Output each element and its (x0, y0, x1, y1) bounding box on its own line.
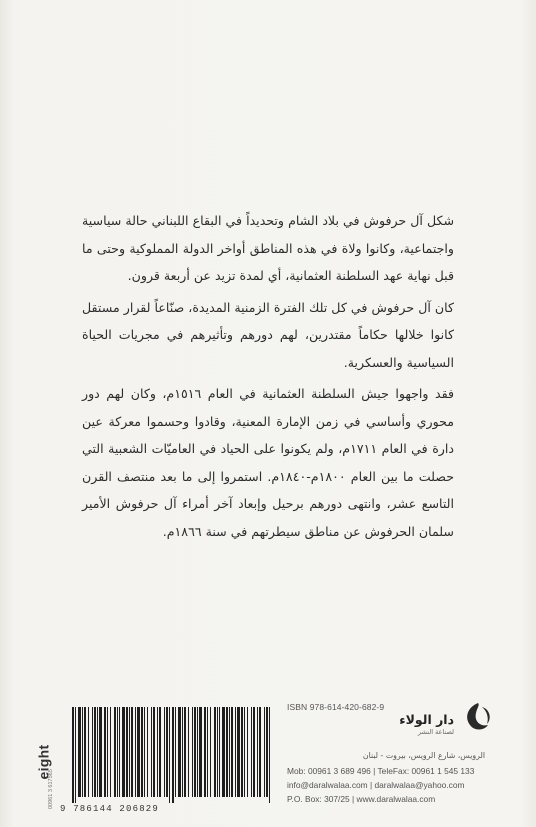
blurb-paragraph-1: شكل آل حرفوش في بلاد الشام وتحديداً في البقاع اللبناني حالة سياسية واجتماعية، وكانوا ولاة في هذه المناطق أواخر الدولة المملوكية وحتى ما قبل نهاية عهد السلطنة العثمانية، أي لمدة تزيد عن أربعة قرون. (82, 213, 454, 283)
barcode-bar (164, 707, 165, 797)
publisher-email: info@daralwalaa.com | daralwalaa@yahoo.com (287, 780, 465, 790)
imprint-mark-text: eight (35, 744, 52, 780)
barcode-bar (82, 707, 83, 797)
publisher-subtitle: لصناعة النشر (417, 728, 454, 736)
barcode-bar (266, 707, 268, 797)
barcode-bar (117, 707, 118, 797)
barcode-bar (159, 707, 161, 797)
barcode-bar (194, 707, 196, 797)
barcode-bar (107, 707, 108, 797)
barcode-bar (114, 707, 116, 797)
barcode-bar (135, 707, 136, 797)
barcode-bar (226, 707, 228, 797)
barcode-bar (251, 707, 252, 797)
barcode-bar (217, 707, 218, 797)
barcode-bar (222, 707, 225, 797)
barcode-bar (257, 707, 258, 797)
blurb-text (82, 207, 454, 549)
publisher-web: P.O. Box: 307/25 | www.daralwalaa.com (287, 794, 436, 804)
barcode-bar (235, 707, 236, 797)
barcode-bar (237, 707, 240, 797)
barcode-bar (199, 707, 202, 797)
isbn-label: ISBN 978-614-420-682-9 (287, 702, 385, 712)
publisher-phone: Mob: 00961 3 689 496 | TeleFax: 00961 1 545 133 (287, 766, 475, 776)
barcode-bars (60, 707, 282, 803)
barcode-bar (153, 707, 155, 797)
barcode-bar (99, 707, 102, 797)
barcode-bar (131, 707, 133, 797)
barcode-bar (126, 707, 128, 797)
barcode-bar (244, 707, 245, 797)
barcode-bar (214, 707, 216, 797)
barcode-bar (78, 707, 81, 797)
barcode-bar (72, 707, 74, 803)
barcode-bar (144, 707, 145, 797)
barcode-bar (110, 707, 111, 797)
barcode-bar (97, 707, 98, 797)
barcode-bar (104, 707, 106, 797)
barcode-bar (231, 707, 233, 797)
barcode-bar (151, 707, 152, 797)
barcode-bar (119, 707, 120, 797)
barcode-bar (88, 707, 89, 797)
barcode-bar (182, 707, 183, 797)
barcode-bar (84, 707, 86, 797)
barcode-bar (137, 707, 140, 797)
barcode-bar (229, 707, 230, 797)
barcode-bar (188, 707, 189, 797)
barcode-bar (157, 707, 158, 797)
barcode-bar (75, 707, 76, 803)
barcode-bar (122, 707, 125, 797)
barcode-bar (129, 707, 130, 797)
publisher-address: الرويس، شارع الرويس، بيروت - لبنان (362, 751, 485, 760)
vertical-code (46, 741, 56, 811)
barcode-bar (169, 707, 170, 803)
barcode-bar (253, 707, 255, 797)
barcode-bar (178, 707, 181, 797)
barcode-bar (264, 707, 265, 797)
blurb-paragraph-3: فقد واجهوا جيش السلطنة العثمانية في العام ١٥١٦م، وكان لهم دور محوري وأساسي في زمن الإمارة المعنية، وقادوا وحسموا معركة عين دارة في العام ١٧١١م، ولم يكونوا على الحياد في العاميّات الشعبية التي حصلت ما بين العام ١٨٠٠م-١٨٤٠م. استمروا إلى ما بعد منتصف القرن التاسع عشر، وانتهى دورهم برحيل وإبعاد آخر أمراء آل حرفوش الأمير سلمان الحرفوش عن مناطق سيطرتهم في سنة ١٨٦٦م. (82, 386, 454, 539)
barcode-bar (166, 707, 168, 797)
barcode-bar (92, 707, 93, 797)
barcode-bar (219, 707, 220, 797)
barcode-bar (259, 707, 261, 797)
barcode-bar (141, 707, 143, 797)
publisher-name: دار الولاء (399, 712, 454, 727)
vertical-code-text: 00961 3 617565 (48, 769, 54, 809)
barcode-bar (269, 707, 270, 803)
barcode-bar (204, 707, 206, 797)
barcode-bar (192, 707, 193, 797)
publisher-logo-icon (458, 697, 498, 737)
barcode-bar (147, 707, 148, 797)
barcode-digits: 9 786144 206829 (60, 804, 160, 814)
barcode-bar (175, 707, 176, 797)
barcode-bar (210, 707, 211, 797)
barcode-bar (197, 707, 198, 797)
blurb-paragraph-2: كان آل حرفوش في كل تلك الفترة الزمنية المديدة، صنّاعاً لقرار مستقل كانوا خلالها حكاماً مقتدرين، لهم دورهم وتأثيرهم في مجريات الحياة السياسية والعسكرية. (82, 299, 454, 370)
barcode-bar (247, 707, 248, 797)
barcode-bar (184, 707, 186, 797)
barcode (60, 707, 282, 815)
barcode-bar (207, 707, 208, 797)
barcode-bar (172, 707, 174, 803)
barcode-bar (94, 707, 96, 797)
barcode-bar (241, 707, 243, 797)
